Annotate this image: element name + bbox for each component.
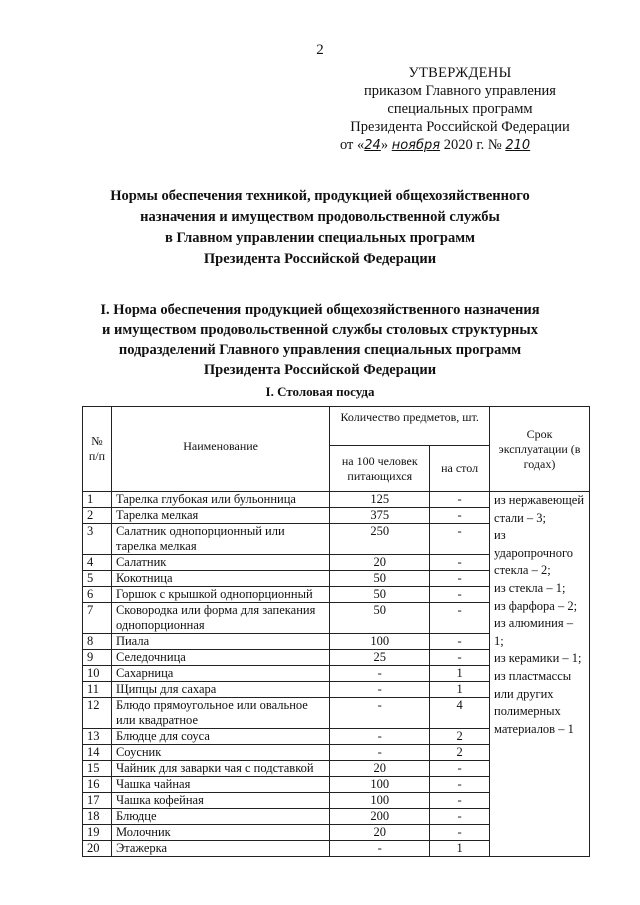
item-name: Чашка кофейная: [111, 793, 329, 809]
qty-per-100: -: [330, 698, 430, 729]
qty-per-table: 2: [430, 729, 490, 745]
section-line: Президента Российской Федерации: [203, 362, 437, 378]
row-number: 13: [83, 729, 112, 745]
item-name: Тарелка мелкая: [111, 508, 329, 524]
date-prefix: от «: [340, 137, 365, 153]
item-name: Этажерка: [111, 841, 329, 857]
approval-title: УТВЕРЖДЕНЫ: [408, 65, 512, 81]
row-number: 4: [83, 555, 112, 571]
row-number: 7: [83, 603, 112, 634]
row-number: 9: [83, 650, 112, 666]
qty-per-100: 20: [330, 825, 430, 841]
approval-date: [330, 136, 590, 155]
title-line: Президента Российской Федерации: [203, 251, 437, 267]
row-number: 17: [83, 793, 112, 809]
item-name: Блюдо прямоугольное или овальное или квадратное: [111, 698, 329, 729]
qty-per-table: -: [430, 555, 490, 571]
row-number: 15: [83, 761, 112, 777]
item-name: Салатник: [111, 555, 329, 571]
tableware-table: [82, 406, 590, 857]
qty-per-table: -: [430, 761, 490, 777]
date-mid: »: [380, 137, 389, 153]
qty-per-table: -: [430, 777, 490, 793]
qty-per-table: -: [430, 587, 490, 603]
page-number: 2: [316, 42, 324, 58]
qty-per-100: 125: [330, 492, 430, 508]
qty-per-table: -: [430, 809, 490, 825]
service-life-line: материалов – 1: [494, 721, 574, 736]
qty-per-100: 50: [330, 587, 430, 603]
row-number: 19: [83, 825, 112, 841]
order-number: 210: [505, 138, 531, 153]
qty-per-table: 4: [430, 698, 490, 729]
title-line: в Главном управлении специальных программ: [165, 230, 475, 246]
row-number: 18: [83, 809, 112, 825]
qty-per-table: -: [430, 634, 490, 650]
header-per-100: на 100 человек питающихся: [330, 446, 430, 492]
item-name: Чайник для заварки чая с подставкой: [111, 761, 329, 777]
section-line: I. Норма обеспечения продукцией общехозяйственного назначения: [100, 302, 540, 318]
qty-per-100: 25: [330, 650, 430, 666]
qty-per-table: -: [430, 793, 490, 809]
service-life: [490, 492, 590, 857]
qty-per-100: 100: [330, 793, 430, 809]
service-life-line: полимерных: [494, 704, 561, 719]
qty-per-100: 50: [330, 571, 430, 587]
row-number: 3: [83, 524, 112, 555]
approval-line: специальных программ: [387, 101, 533, 117]
item-name: Пиала: [111, 634, 329, 650]
table-title: I. Столовая посуда: [265, 384, 375, 399]
item-name: Салатник однопорционный или тарелка мелкая: [111, 524, 329, 555]
row-number: 5: [83, 571, 112, 587]
qty-per-100: 20: [330, 555, 430, 571]
approval-line: приказом Главного управления: [364, 83, 556, 99]
qty-per-100: 250: [330, 524, 430, 555]
item-name: Молочник: [111, 825, 329, 841]
qty-per-table: -: [430, 650, 490, 666]
row-number: 6: [83, 587, 112, 603]
item-name: Сковородка или форма для запекания однопорционная: [111, 603, 329, 634]
row-number: 1: [83, 492, 112, 508]
qty-per-100: -: [330, 682, 430, 698]
service-life-line: из керамики – 1;: [494, 651, 582, 666]
approval-stamp: [330, 64, 590, 155]
qty-per-table: -: [430, 508, 490, 524]
row-number: 16: [83, 777, 112, 793]
item-name: Сахарница: [111, 666, 329, 682]
service-life-line: из нержавеющей: [494, 493, 585, 507]
qty-per-100: -: [330, 841, 430, 857]
item-name: Тарелка глубокая или бульонница: [111, 492, 329, 508]
qty-per-table: -: [430, 603, 490, 634]
qty-per-100: 375: [330, 508, 430, 524]
qty-per-table: -: [430, 524, 490, 555]
qty-per-100: -: [330, 666, 430, 682]
qty-per-100: 100: [330, 634, 430, 650]
qty-per-100: 200: [330, 809, 430, 825]
item-name: Горшок с крышкой однопорционный: [111, 587, 329, 603]
item-name: Чашка чайная: [111, 777, 329, 793]
section-title: [60, 300, 580, 380]
service-life-line: из пластмассы: [494, 668, 572, 683]
service-life-line: или других: [494, 686, 554, 701]
row-number: 11: [83, 682, 112, 698]
row-number: 2: [83, 508, 112, 524]
header-quantity: Количество предметов, шт.: [330, 407, 490, 446]
qty-per-100: 20: [330, 761, 430, 777]
header-per-table: на стол: [430, 446, 490, 492]
title-line: назначения и имуществом продовольственной службы: [140, 209, 500, 225]
qty-per-table: 2: [430, 745, 490, 761]
qty-per-table: 1: [430, 682, 490, 698]
header-term: Срок эксплуатации (в годах): [490, 407, 590, 492]
service-life-line: из стекла – 1;: [494, 580, 566, 595]
section-line: подразделений Главного управления специальных программ: [118, 342, 522, 358]
header-name: Наименование: [111, 407, 329, 492]
row-number: 20: [83, 841, 112, 857]
row-number: 14: [83, 745, 112, 761]
header-num: № п/п: [83, 407, 112, 492]
service-life-line: стекла – 2;: [494, 563, 551, 578]
row-number: 12: [83, 698, 112, 729]
qty-per-table: 1: [430, 666, 490, 682]
item-name: Блюдце: [111, 809, 329, 825]
qty-per-table: -: [430, 492, 490, 508]
title-line: Нормы обеспечения техникой, продукцией общехозяйственного: [110, 188, 530, 204]
qty-per-table: -: [430, 571, 490, 587]
service-life-line: стали – 3;: [494, 510, 547, 525]
qty-per-table: -: [430, 825, 490, 841]
item-name: Селедочница: [111, 650, 329, 666]
document-title: [60, 186, 580, 270]
item-name: Блюдце для соуса: [111, 729, 329, 745]
item-name: Кокотница: [111, 571, 329, 587]
table-row: [83, 492, 590, 508]
service-life-line: из фарфора – 2;: [494, 598, 578, 613]
approval-line: Президента Российской Федерации: [350, 119, 570, 135]
date-month: ноября: [391, 138, 441, 153]
qty-per-100: 50: [330, 603, 430, 634]
item-name: Соусник: [111, 745, 329, 761]
service-life-line: из алюминия – 1;: [494, 616, 573, 648]
section-line: и имуществом продовольственной службы столовых структурных: [102, 322, 538, 338]
qty-per-100: -: [330, 729, 430, 745]
row-number: 8: [83, 634, 112, 650]
qty-per-100: -: [330, 745, 430, 761]
qty-per-100: 100: [330, 777, 430, 793]
date-year: 2020 г. №: [443, 137, 502, 153]
row-number: 10: [83, 666, 112, 682]
date-day: 24: [364, 138, 381, 153]
qty-per-table: 1: [430, 841, 490, 857]
service-life-line: из ударопрочного: [494, 528, 574, 560]
item-name: Щипцы для сахара: [111, 682, 329, 698]
table-body: [83, 492, 590, 857]
